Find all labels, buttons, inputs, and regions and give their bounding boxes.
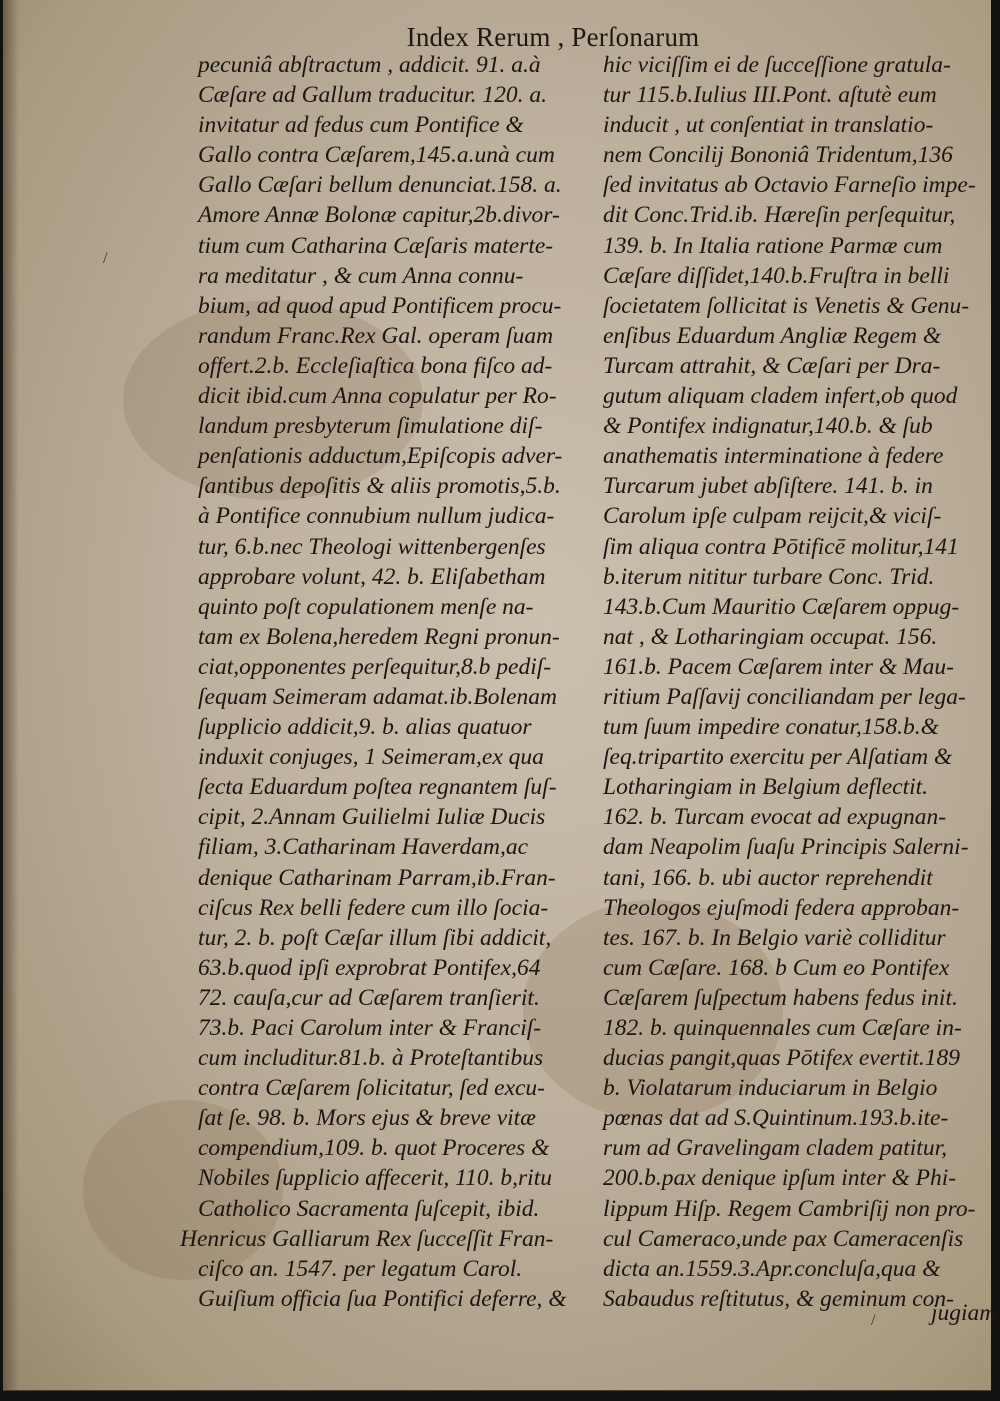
pencil-mark: / — [871, 1312, 876, 1329]
text-line: tur 115.b.Iulius III.Pont. aſtutè eum — [603, 82, 937, 109]
text-line: cum Cæſare. 168. b Cum eo Pontifex — [603, 954, 950, 981]
text-line: Carolum ipſe culpam reijcit,& viciſ- — [603, 503, 942, 530]
text-line: tur, 2. b. poſt Cæſar illum ſibi addicit, — [198, 924, 552, 951]
text-line: ſupplicio addicit,9. b. alias quatuor — [198, 714, 532, 741]
text-line: cum includitur.81.b. à Proteſtantibus — [198, 1045, 544, 1072]
text-line: contra Cæſarem ſolicitatur, ſed excu- — [198, 1075, 546, 1102]
text-line: Theologos ejuſmodi federa approban- — [603, 894, 960, 921]
text-line: 182. b. quinquennales cum Cæſare in- — [603, 1015, 962, 1041]
text-line: ciſco an. 1547. per legatum Carol. — [198, 1255, 523, 1282]
text-line: b. Violatarum induciarum in Belgio — [603, 1075, 938, 1102]
text-line: tani, 166. b. ubi auctor reprehendit — [603, 864, 933, 891]
text-line: Turcam attrahit, & Cæſari per Dra- — [603, 352, 941, 379]
text-line: penſationis adductum,Epiſcopis adver- — [198, 443, 563, 470]
text-line: 162. b. Turcam evocat ad expugnan- — [603, 804, 947, 831]
text-line: enſibus Eduardum Angliæ Regem & — [603, 322, 942, 349]
text-line: inducit , ut conſentiat in translatio- — [603, 112, 934, 139]
text-line: bium, ad quod apud Pontificem procu- — [198, 292, 562, 319]
text-line: Cæſare ad Gallum traducitur. 120. a. — [198, 82, 548, 109]
text-line: ritium Paſſavij conciliandam per lega- — [603, 683, 966, 710]
text-line: Gallo Cæſari bellum denunciat.158. a. — [198, 172, 562, 199]
text-line: induxit conjuges, 1 Seimeram,ex qua — [198, 744, 544, 771]
text-line: quinto poſt copulationem menſe na- — [198, 593, 534, 620]
text-line: anathematis interminatione à federe — [603, 443, 944, 470]
text-line: & Pontifex indignatur,140.b. & ſub — [603, 413, 933, 440]
text-line: Guiſium officia ſua Pontifici deferre, & — [198, 1285, 567, 1312]
text-line: tum ſuum impedire conatur,158.b.& — [603, 714, 939, 741]
text-line: ſecta Eduardum poſtea regnantem ſuſ- — [198, 774, 557, 801]
text-line: hic viciſſim ei de ſucceſſione gratula- — [603, 52, 951, 78]
text-line: 200.b.pax denique ipſum inter & Phi- — [603, 1165, 957, 1192]
left-text-column — [180, 50, 573, 1314]
text-line: ſeq.tripartito exercitu per Alſatiam & — [603, 744, 953, 771]
text-line: nat , & Lotharingiam occupat. 156. — [603, 623, 938, 650]
text-line: tam ex Bolena,heredem Regni pronun- — [198, 623, 560, 650]
text-line: 139. b. In Italia ratione Parmæ cum — [603, 232, 943, 259]
book-page — [3, 0, 997, 1391]
catchword: jugiam — [931, 1300, 997, 1326]
text-line: 72. cauſa,cur ad Cæſarem tranſierit. — [198, 984, 540, 1011]
text-line: dit Conc.Trid.ib. Hæreſin perſequitur, — [603, 202, 956, 229]
text-line: à Pontifice connubium nullum judica- — [198, 503, 555, 530]
text-line: invitatur ad fedus cum Pontifice & — [198, 112, 524, 139]
text-line: tium cum Catharina Cæſaris materte- — [198, 232, 554, 259]
text-line: cipit, 2.Annam Guilielmi Iuliæ Ducis — [198, 804, 546, 831]
text-line: 161.b. Pacem Cæſarem inter & Mau- — [603, 653, 954, 680]
text-line: ſantibus depoſitis & aliis promotis,5.b. — [198, 473, 561, 500]
text-line: ducias pangit,quas Pōtifex evertit.189 — [603, 1045, 961, 1072]
text-line: lippum Hiſp. Regem Cambriſij non pro- — [603, 1195, 976, 1222]
text-line: denique Catharinam Parram,ib.Fran- — [198, 864, 556, 891]
text-line: 143.b.Cum Mauritio Cæſarem oppug- — [603, 593, 960, 620]
text-line: randum Franc.Rex Gal. operam ſuam — [198, 322, 554, 349]
text-line: filiam, 3.Catharinam Haverdam,ac — [198, 834, 529, 861]
text-line: ciſcus Rex belli federe cum illo ſocia- — [198, 894, 549, 921]
text-line: b.iterum nititur turbare Conc. Trid. — [603, 563, 935, 590]
text-line: nem Concilij Bononiâ Tridentum,136 — [603, 142, 953, 169]
text-line: dicit ibid.cum Anna copulatur per Ro- — [198, 383, 557, 410]
text-line: Turcarum jubet abſiſtere. 141. b. in — [603, 473, 933, 500]
text-line: compendium,109. b. quot Proceres & — [198, 1135, 550, 1162]
text-line: rum ad Gravelingam cladem patitur, — [603, 1135, 947, 1162]
text-line: Henricus Galliarum Rex ſucceſſit Fran- — [180, 1225, 554, 1252]
text-line: ra meditatur , & cum Anna connu- — [198, 262, 524, 289]
text-line: tes. 167. b. In Belgio variè colliditur — [603, 924, 946, 951]
text-line: dicta an.1559.3.Apr.concluſa,qua & — [603, 1255, 941, 1282]
text-line: Cæſare diſſidet,140.b.Fruſtra in belli — [603, 262, 950, 289]
right-text-column — [603, 50, 976, 1314]
text-line: pecuniâ abſtractum , addicit. 91. a.à — [198, 52, 541, 78]
text-line: Catholico Sacramenta ſuſcepit, ibid. — [198, 1195, 540, 1222]
text-line: offert.2.b. Eccleſiaſtica bona fiſco ad- — [198, 352, 553, 379]
running-header: Index Rerum , Perſonarum — [406, 22, 700, 52]
text-line: ſim aliqua contra Pōtificē molitur,141 — [603, 533, 959, 560]
text-line: Nobiles ſupplicio affecerit, 110. b,ritu — [198, 1165, 552, 1192]
text-line: Sabaudus reſtitutus, & geminum con- — [603, 1285, 954, 1312]
text-line: pœnas dat ad S.Quintinum.193.b.ite- — [603, 1105, 949, 1132]
text-line: ſequam Seimeram adamat.ib.Bolenam — [198, 683, 557, 710]
text-line: ſat ſe. 98. b. Mors ejus & breve vitæ — [198, 1105, 536, 1132]
pencil-mark: / — [103, 250, 108, 267]
text-line: approbare volunt, 42. b. Eliſabetham — [198, 563, 546, 590]
text-line: Cæſarem ſuſpectum habens fedus init. — [603, 984, 958, 1011]
text-line: tur, 6.b.nec Theologi wittenbergenſes — [198, 533, 546, 560]
text-line: dam Neapolim ſuaſu Principis Salerni- — [603, 834, 969, 861]
text-line: 63.b.quod ipſi exprobrat Pontifex,64 — [198, 954, 541, 981]
text-line: Lotharingiam in Belgium deflectit. — [603, 774, 929, 801]
text-line: Amore Annæ Bolonæ capitur,2b.divor- — [198, 202, 560, 229]
text-line: landum presbyterum ſimulatione diſ- — [198, 413, 543, 440]
text-line: ſed invitatus ab Octavio Farneſio impe- — [603, 172, 976, 199]
text-line: Gallo contra Cæſarem,145.a.unà cum — [198, 142, 555, 169]
text-line: cul Cameraco,unde pax Cameracenſis — [603, 1225, 964, 1252]
text-line: gutum aliquam cladem infert,ob quod — [603, 383, 958, 410]
text-line: ſocietatem ſollicitat is Venetis & Genu- — [603, 292, 970, 319]
text-line: ciat,opponentes perſequitur,8.b pediſ- — [198, 653, 552, 680]
text-line: 73.b. Paci Carolum inter & Franciſ- — [198, 1015, 542, 1041]
